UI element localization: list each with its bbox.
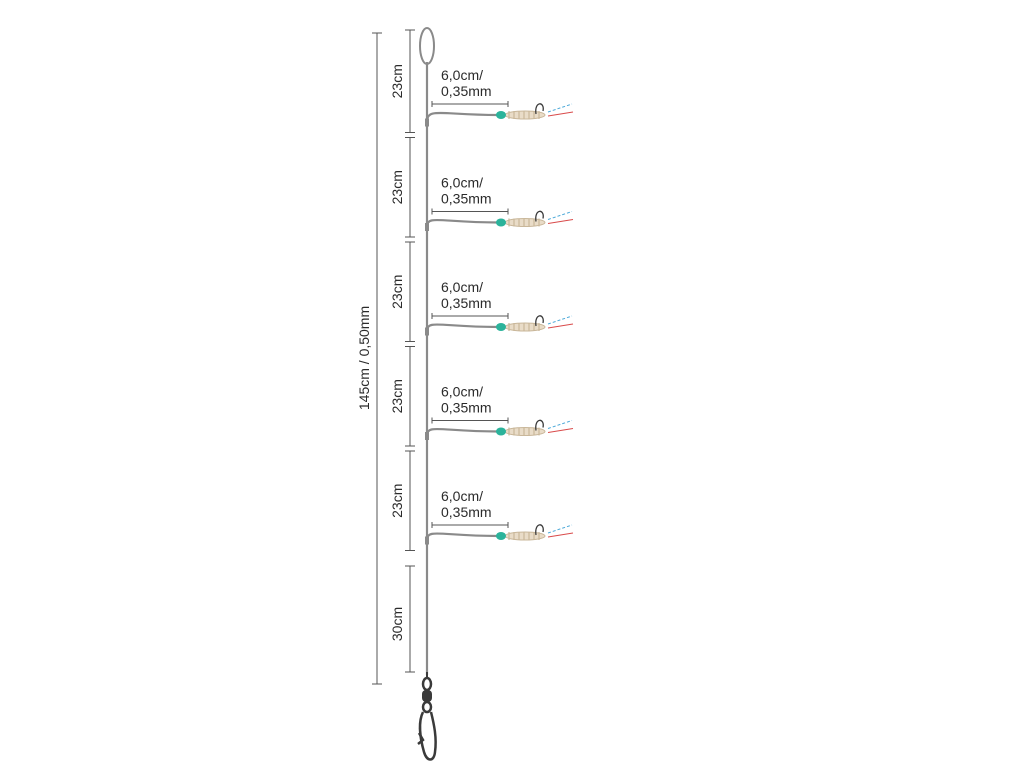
snood: [389, 451, 573, 551]
snood: [389, 138, 573, 238]
snoods: [389, 30, 573, 551]
snood-diameter-label: 0,35mm: [441, 504, 492, 520]
segment-dimension: [389, 347, 415, 447]
snood-diameter-label: 0,35mm: [441, 295, 492, 311]
snood-diameter-label: 0,35mm: [441, 190, 492, 207]
segment-length-label: 23cm: [389, 170, 405, 205]
snood-length-label: 6,0cm/: [441, 488, 484, 504]
segment-length-label: 23cm: [389, 483, 405, 518]
snood-line: [427, 220, 498, 227]
bottom-segment-dimension: [389, 566, 415, 672]
snood-length-label: 6,0cm/: [441, 383, 484, 400]
snood-line: [427, 533, 498, 540]
snood-length-label: 6,0cm/: [441, 174, 484, 191]
segment-dimension: [389, 451, 415, 551]
snood-diameter-label: 0,35mm: [441, 399, 492, 416]
snood-diameter-label: 0,35mm: [441, 83, 492, 99]
bead: [496, 532, 506, 540]
snood: [389, 347, 573, 447]
bottom-segment-label: 30cm: [389, 606, 405, 642]
segment-length-label: 23cm: [389, 274, 405, 309]
loop-icon: [420, 28, 434, 64]
segment-dimension: [389, 138, 415, 238]
total-dimension: [356, 33, 382, 684]
bead: [496, 323, 506, 331]
swivel-snap-icon: [418, 672, 436, 760]
bead: [496, 111, 506, 119]
snood: [389, 30, 573, 133]
segment-dimension: [389, 30, 415, 133]
bead: [496, 428, 506, 436]
snood-length-label: 6,0cm/: [441, 279, 484, 295]
snood-length-label: 6,0cm/: [441, 67, 484, 83]
snood-line: [427, 113, 498, 123]
snood: [389, 242, 573, 342]
segment-length-label: 23cm: [389, 379, 405, 414]
segment-length-label: 23cm: [389, 64, 405, 99]
bead: [496, 219, 506, 227]
snood-line: [427, 429, 498, 436]
segment-dimension: [389, 242, 415, 342]
total-length-label: 145cm / 0,50mm: [356, 305, 372, 411]
snood-line: [427, 324, 498, 331]
